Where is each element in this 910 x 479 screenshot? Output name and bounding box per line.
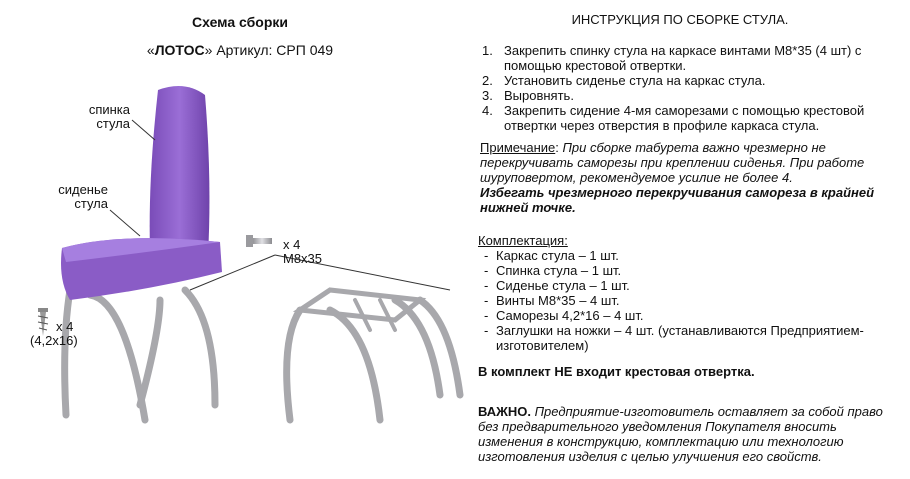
scheme-title: Схема сборки [192, 14, 288, 30]
article-number: Артикул: СРП 049 [212, 42, 334, 58]
kit-item: - Каркас стула – 1 шт. [484, 248, 619, 263]
step-item [482, 43, 882, 73]
step-item [482, 103, 882, 133]
label-line: M8x35 [283, 251, 323, 266]
step-number: 1. [482, 43, 493, 58]
not-included-note: В комплект НЕ входит крестовая отвертка. [478, 364, 755, 379]
kit-item-text: Заглушки на ножки – 4 шт. (устанавливаются Предприятием-изготовителем) [496, 323, 864, 353]
kit-item: - Заглушки на ножки – 4 шт. (устанавливаются Предприятием-изготовителем) [484, 323, 864, 353]
note-text: При сборке табурета важно чрезмерно не перекручивать саморезы при креплении сиденья. При работе шуруповертом, рекомендуемое усилие не более 4. [480, 140, 865, 185]
kit-list [478, 248, 898, 353]
kit-item-text: Спинка стула – 1 шт. [496, 263, 622, 278]
chair-back [150, 86, 210, 255]
kit-item-text: Винты М8*35 – 4 шт. [496, 293, 620, 308]
frame-part [287, 290, 460, 420]
label-bolts [283, 238, 322, 266]
steps-list [482, 43, 882, 133]
kit-block [478, 233, 898, 353]
step-item [482, 88, 882, 103]
kit-item: - Винты М8*35 – 4 шт. [484, 293, 620, 308]
model-name: ЛОТОС [154, 42, 205, 58]
step-number: 4. [482, 103, 493, 118]
label-screws [30, 320, 78, 348]
label-line: (4,2x16) [30, 333, 78, 348]
kit-label: Комплектация: [478, 233, 568, 248]
step-text: Закрепить спинку стула на каркасе винтами М8*35 (4 шт) с помощью крестовой отвертки. [504, 43, 862, 73]
label-line: стула [96, 116, 130, 131]
note-colon: : [555, 140, 563, 155]
step-text: Выровнять. [504, 88, 574, 103]
label-back [60, 103, 130, 131]
note-warning: Избегать чрезмерного перекручивания самореза в крайней нижней точке. [480, 185, 875, 215]
bolt-icon [246, 235, 272, 247]
label-seat [30, 183, 108, 211]
step-text: Установить сиденье стула на каркас стула. [504, 73, 766, 88]
note-label: Примечание [480, 140, 556, 155]
step-number: 3. [482, 88, 493, 103]
important-text: Предприятие-изготовитель оставляет за собой право без предварительного уведомления Покупателя вносить изменения в конструкцию, комплектацию или технологию изготовления изделия с целью улучшения его свойств. [478, 404, 883, 464]
kit-item-text: Сиденье стула – 1 шт. [496, 278, 630, 293]
important-label: ВАЖНО. [478, 404, 531, 419]
chair-frame [65, 290, 215, 420]
quote-open: « [146, 42, 155, 58]
step-text: Закрепить сидение 4-мя саморезами с помощью крестовой отвертки через отверстия в профиле каркаса стула. [504, 103, 865, 133]
label-line: сиденье [58, 182, 108, 197]
kit-item: - Саморезы 4,2*16 – 4 шт. [484, 308, 644, 323]
step-number: 2. [482, 73, 493, 88]
label-line: спинка [88, 102, 130, 117]
important-block [478, 404, 888, 464]
instruction-title: ИНСТРУКЦИЯ ПО СБОРКЕ СТУЛА. [571, 12, 789, 27]
kit-item-text: Саморезы 4,2*16 – 4 шт. [496, 308, 644, 323]
note-block [480, 140, 900, 215]
label-line: стула [74, 196, 108, 211]
label-line: x 4 [56, 319, 74, 334]
label-line: x 4 [283, 237, 301, 252]
kit-item: - Спинка стула – 1 шт. [484, 263, 622, 278]
step-item [482, 73, 882, 88]
quote-close: » [204, 42, 213, 58]
kit-item: - Сиденье стула – 1 шт. [484, 278, 630, 293]
kit-item-text: Каркас стула – 1 шт. [496, 248, 619, 263]
